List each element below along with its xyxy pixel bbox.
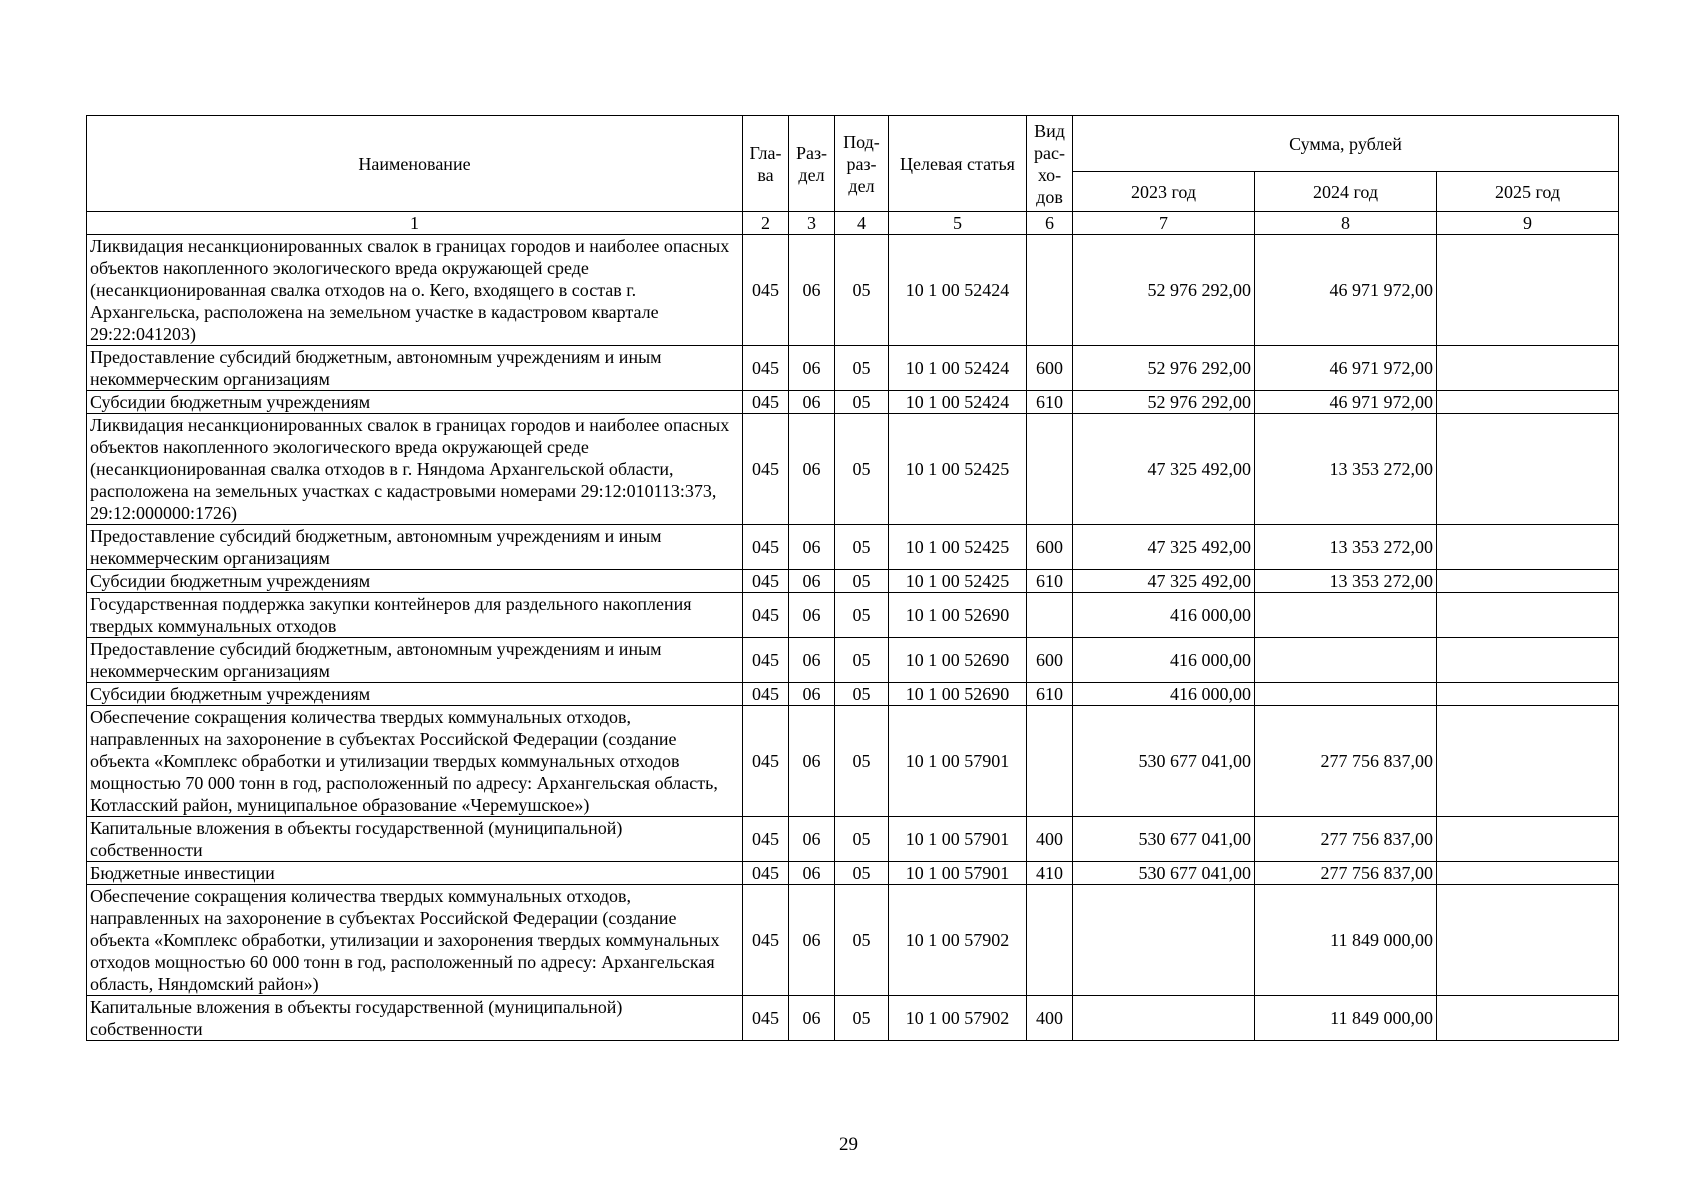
row-razdel: 06 bbox=[789, 683, 835, 706]
row-sum-2024: 13 353 272,00 bbox=[1255, 414, 1437, 525]
header-vid: Вид рас-хо-дов bbox=[1027, 116, 1073, 212]
row-sum-2025 bbox=[1437, 570, 1619, 593]
header-name: Наименование bbox=[87, 116, 743, 212]
table-row bbox=[87, 683, 1619, 706]
row-podrazdel: 05 bbox=[835, 638, 889, 683]
row-podrazdel: 05 bbox=[835, 885, 889, 996]
table-header bbox=[87, 116, 1619, 235]
header-razdel: Раз-дел bbox=[789, 116, 835, 212]
row-sum-2024: 46 971 972,00 bbox=[1255, 235, 1437, 346]
table-row bbox=[87, 862, 1619, 885]
row-podrazdel: 05 bbox=[835, 235, 889, 346]
table-row bbox=[87, 391, 1619, 414]
row-sum-2024: 277 756 837,00 bbox=[1255, 817, 1437, 862]
row-sum-2023: 52 976 292,00 bbox=[1073, 391, 1255, 414]
row-razdel: 06 bbox=[789, 862, 835, 885]
row-razdel: 06 bbox=[789, 885, 835, 996]
row-sum-2025 bbox=[1437, 391, 1619, 414]
page-number: 29 bbox=[839, 1134, 858, 1155]
budget-table bbox=[86, 115, 1619, 1041]
column-number: 2 bbox=[743, 212, 789, 235]
row-target-article: 10 1 00 52425 bbox=[889, 525, 1027, 570]
row-glava: 045 bbox=[743, 346, 789, 391]
column-number: 4 bbox=[835, 212, 889, 235]
column-number: 5 bbox=[889, 212, 1027, 235]
row-razdel: 06 bbox=[789, 817, 835, 862]
header-year-2025: 2025 год bbox=[1437, 172, 1619, 212]
header-target: Целевая статья bbox=[889, 116, 1027, 212]
row-expense-type bbox=[1027, 593, 1073, 638]
row-sum-2023: 47 325 492,00 bbox=[1073, 414, 1255, 525]
row-sum-2023: 416 000,00 bbox=[1073, 593, 1255, 638]
header-glava: Гла-ва bbox=[743, 116, 789, 212]
row-sum-2024: 277 756 837,00 bbox=[1255, 862, 1437, 885]
row-target-article: 10 1 00 57901 bbox=[889, 817, 1027, 862]
row-target-article: 10 1 00 57901 bbox=[889, 862, 1027, 885]
row-name: Капитальные вложения в объекты государственной (муниципальной) собственности bbox=[87, 996, 743, 1041]
row-sum-2025 bbox=[1437, 593, 1619, 638]
row-sum-2023: 47 325 492,00 bbox=[1073, 525, 1255, 570]
column-number: 3 bbox=[789, 212, 835, 235]
row-glava: 045 bbox=[743, 570, 789, 593]
row-name: Государственная поддержка закупки контейнеров для раздельного накопления твердых коммунальных отходов bbox=[87, 593, 743, 638]
row-expense-type: 410 bbox=[1027, 862, 1073, 885]
row-razdel: 06 bbox=[789, 414, 835, 525]
row-sum-2023: 530 677 041,00 bbox=[1073, 817, 1255, 862]
column-number: 9 bbox=[1437, 212, 1619, 235]
row-expense-type bbox=[1027, 706, 1073, 817]
row-name: Предоставление субсидий бюджетным, автономным учреждениям и иным некоммерческим организациям bbox=[87, 525, 743, 570]
table-row bbox=[87, 638, 1619, 683]
row-sum-2024: 46 971 972,00 bbox=[1255, 346, 1437, 391]
row-name: Ликвидация несанкционированных свалок в границах городов и наиболее опасных объектов накопленного экологического вреда окружающей среде (несанкционированная свалка отходов на о. Кего, входящего в состав г. Архангельска, расположена на земельном участке в кадастровом квартале 29:22:041203) bbox=[87, 235, 743, 346]
table-row bbox=[87, 525, 1619, 570]
row-sum-2025 bbox=[1437, 235, 1619, 346]
row-sum-2023: 47 325 492,00 bbox=[1073, 570, 1255, 593]
column-number: 6 bbox=[1027, 212, 1073, 235]
row-sum-2025 bbox=[1437, 996, 1619, 1041]
row-name: Субсидии бюджетным учреждениям bbox=[87, 391, 743, 414]
row-sum-2024 bbox=[1255, 593, 1437, 638]
row-glava: 045 bbox=[743, 414, 789, 525]
row-glava: 045 bbox=[743, 885, 789, 996]
row-podrazdel: 05 bbox=[835, 525, 889, 570]
row-sum-2024 bbox=[1255, 683, 1437, 706]
row-glava: 045 bbox=[743, 683, 789, 706]
row-target-article: 10 1 00 52690 bbox=[889, 683, 1027, 706]
row-expense-type bbox=[1027, 885, 1073, 996]
header-year-2024: 2024 год bbox=[1255, 172, 1437, 212]
row-razdel: 06 bbox=[789, 706, 835, 817]
row-expense-type: 400 bbox=[1027, 996, 1073, 1041]
table-row bbox=[87, 996, 1619, 1041]
row-sum-2024: 13 353 272,00 bbox=[1255, 525, 1437, 570]
row-glava: 045 bbox=[743, 525, 789, 570]
row-razdel: 06 bbox=[789, 593, 835, 638]
table-row bbox=[87, 885, 1619, 996]
row-target-article: 10 1 00 57901 bbox=[889, 706, 1027, 817]
table-row bbox=[87, 346, 1619, 391]
row-podrazdel: 05 bbox=[835, 706, 889, 817]
row-sum-2023: 530 677 041,00 bbox=[1073, 706, 1255, 817]
row-target-article: 10 1 00 52424 bbox=[889, 391, 1027, 414]
row-name: Субсидии бюджетным учреждениям bbox=[87, 570, 743, 593]
row-sum-2023 bbox=[1073, 885, 1255, 996]
row-expense-type: 610 bbox=[1027, 683, 1073, 706]
row-expense-type: 600 bbox=[1027, 638, 1073, 683]
table-row bbox=[87, 235, 1619, 346]
row-podrazdel: 05 bbox=[835, 570, 889, 593]
row-name: Предоставление субсидий бюджетным, автономным учреждениям и иным некоммерческим организациям bbox=[87, 638, 743, 683]
row-sum-2023: 52 976 292,00 bbox=[1073, 346, 1255, 391]
row-name: Обеспечение сокращения количества твердых коммунальных отходов, направленных на захоронение в субъектах Российской Федерации (создание объекта «Комплекс обработки и утилизации твердых коммунальных отходов мощностью 70 000 тонн в год, расположенный по адресу: Архангельская область, Котласский район, муниципальное образование «Черемушское») bbox=[87, 706, 743, 817]
row-sum-2023: 416 000,00 bbox=[1073, 638, 1255, 683]
row-name: Субсидии бюджетным учреждениям bbox=[87, 683, 743, 706]
row-sum-2024: 46 971 972,00 bbox=[1255, 391, 1437, 414]
row-razdel: 06 bbox=[789, 235, 835, 346]
row-sum-2024 bbox=[1255, 638, 1437, 683]
row-target-article: 10 1 00 57902 bbox=[889, 885, 1027, 996]
row-glava: 045 bbox=[743, 817, 789, 862]
row-sum-2025 bbox=[1437, 346, 1619, 391]
row-glava: 045 bbox=[743, 996, 789, 1041]
row-podrazdel: 05 bbox=[835, 414, 889, 525]
row-target-article: 10 1 00 52425 bbox=[889, 570, 1027, 593]
row-target-article: 10 1 00 52690 bbox=[889, 593, 1027, 638]
row-glava: 045 bbox=[743, 862, 789, 885]
row-sum-2025 bbox=[1437, 706, 1619, 817]
table-row bbox=[87, 593, 1619, 638]
row-expense-type bbox=[1027, 414, 1073, 525]
column-number: 1 bbox=[87, 212, 743, 235]
row-podrazdel: 05 bbox=[835, 346, 889, 391]
row-razdel: 06 bbox=[789, 391, 835, 414]
header-year-2023: 2023 год bbox=[1073, 172, 1255, 212]
table-row bbox=[87, 570, 1619, 593]
row-target-article: 10 1 00 52424 bbox=[889, 235, 1027, 346]
row-glava: 045 bbox=[743, 638, 789, 683]
row-podrazdel: 05 bbox=[835, 683, 889, 706]
column-number: 8 bbox=[1255, 212, 1437, 235]
row-sum-2025 bbox=[1437, 525, 1619, 570]
row-glava: 045 bbox=[743, 235, 789, 346]
row-name: Обеспечение сокращения количества твердых коммунальных отходов, направленных на захоронение в субъектах Российской Федерации (создание объекта «Комплекс обработки, утилизации и захоронения твердых коммунальных отходов мощностью 60 000 тонн в год, расположенный по адресу: Архангельская область, Няндомский район») bbox=[87, 885, 743, 996]
row-target-article: 10 1 00 52690 bbox=[889, 638, 1027, 683]
row-sum-2025 bbox=[1437, 414, 1619, 525]
table-body bbox=[87, 235, 1619, 1041]
row-sum-2025 bbox=[1437, 817, 1619, 862]
row-expense-type: 600 bbox=[1027, 346, 1073, 391]
row-target-article: 10 1 00 52424 bbox=[889, 346, 1027, 391]
row-sum-2024: 277 756 837,00 bbox=[1255, 706, 1437, 817]
row-sum-2025 bbox=[1437, 862, 1619, 885]
row-target-article: 10 1 00 57902 bbox=[889, 996, 1027, 1041]
row-name: Бюджетные инвестиции bbox=[87, 862, 743, 885]
row-sum-2025 bbox=[1437, 683, 1619, 706]
row-glava: 045 bbox=[743, 706, 789, 817]
row-razdel: 06 bbox=[789, 346, 835, 391]
table-row bbox=[87, 706, 1619, 817]
row-expense-type: 600 bbox=[1027, 525, 1073, 570]
row-sum-2023: 52 976 292,00 bbox=[1073, 235, 1255, 346]
table-row bbox=[87, 414, 1619, 525]
row-expense-type: 610 bbox=[1027, 570, 1073, 593]
column-number-row bbox=[87, 212, 1619, 235]
row-sum-2023 bbox=[1073, 996, 1255, 1041]
row-razdel: 06 bbox=[789, 996, 835, 1041]
header-podrazdel: Под-раз-дел bbox=[835, 116, 889, 212]
row-sum-2024: 11 849 000,00 bbox=[1255, 996, 1437, 1041]
row-name: Ликвидация несанкционированных свалок в границах городов и наиболее опасных объектов накопленного экологического вреда окружающей среде (несанкционированная свалка отходов в г. Няндома Архангельской области, расположена на земельных участках с кадастровыми номерами 29:12:010113:373, 29:12:000000:1726) bbox=[87, 414, 743, 525]
row-glava: 045 bbox=[743, 391, 789, 414]
row-expense-type: 610 bbox=[1027, 391, 1073, 414]
row-podrazdel: 05 bbox=[835, 593, 889, 638]
row-expense-type bbox=[1027, 235, 1073, 346]
row-podrazdel: 05 bbox=[835, 862, 889, 885]
row-sum-2025 bbox=[1437, 885, 1619, 996]
row-razdel: 06 bbox=[789, 570, 835, 593]
row-expense-type: 400 bbox=[1027, 817, 1073, 862]
row-name: Предоставление субсидий бюджетным, автономным учреждениям и иным некоммерческим организациям bbox=[87, 346, 743, 391]
row-podrazdel: 05 bbox=[835, 391, 889, 414]
row-razdel: 06 bbox=[789, 525, 835, 570]
row-glava: 045 bbox=[743, 593, 789, 638]
row-razdel: 06 bbox=[789, 638, 835, 683]
row-target-article: 10 1 00 52425 bbox=[889, 414, 1027, 525]
table-row bbox=[87, 817, 1619, 862]
row-sum-2023: 416 000,00 bbox=[1073, 683, 1255, 706]
row-podrazdel: 05 bbox=[835, 996, 889, 1041]
column-number: 7 bbox=[1073, 212, 1255, 235]
row-name: Капитальные вложения в объекты государственной (муниципальной) собственности bbox=[87, 817, 743, 862]
row-sum-2024: 13 353 272,00 bbox=[1255, 570, 1437, 593]
row-sum-2024: 11 849 000,00 bbox=[1255, 885, 1437, 996]
row-podrazdel: 05 bbox=[835, 817, 889, 862]
row-sum-2023: 530 677 041,00 bbox=[1073, 862, 1255, 885]
row-sum-2025 bbox=[1437, 638, 1619, 683]
header-sum: Сумма, рублей bbox=[1073, 116, 1619, 172]
